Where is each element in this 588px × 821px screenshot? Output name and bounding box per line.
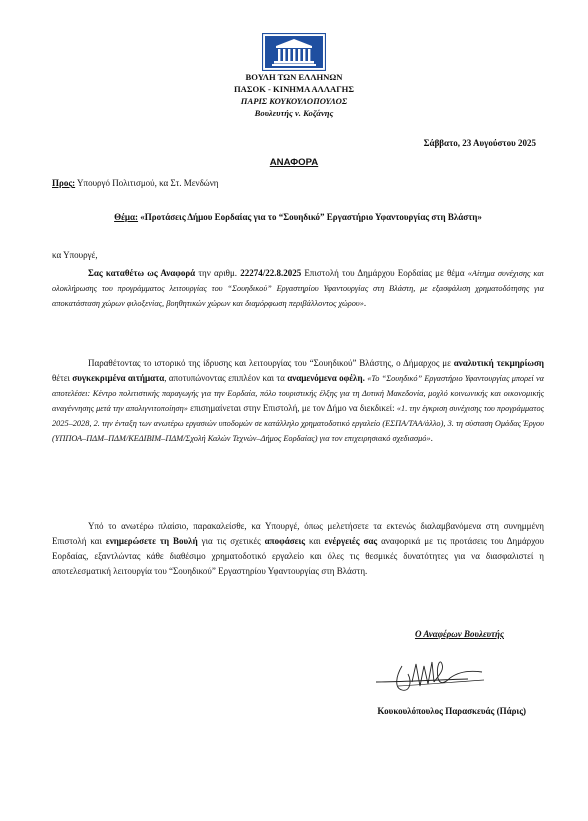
p1-text-1: την αριθμ. — [195, 268, 241, 278]
p2-bold-1: αναλυτική τεκμηρίωση — [453, 358, 544, 368]
recipient-label: Προς: — [52, 178, 76, 188]
p2-text-5: επισημαίνεται στην Επιστολή, με τον Δήμο να διεκδικεί: — [187, 403, 397, 413]
p1-italic-1: «Αίτημα συνέχισης και ολοκλήρωσης του προγράμματος λειτουργίας του “Σουηδικού” Εργαστηρίου Υφαντουργίας στη Βλάστη, με εξασφάλιση χρηματοδότησης για αποκατάσταση χώρων φιλοξενίας, βοηθητικών χώρων και διαμόρφωση περιβάλλοντος χώρου» — [52, 269, 544, 308]
subject-label: Θέμα: — [114, 212, 139, 222]
subject-line — [52, 212, 544, 222]
handwritten-signature — [372, 652, 498, 694]
paragraph-1 — [52, 266, 544, 311]
subject-text: «Προτάσεις Δήμου Εορδαίας για το “Σουηδικό” Εργαστήριο Υφαντουργίας στη Βλάστη» — [138, 212, 482, 222]
signer-name: Κουκουλόπουλος Παρασκευάς (Πάρις) — [377, 706, 526, 716]
mp-role: Βουλευτής ν. Κοζάνης — [254, 108, 334, 118]
signer-label: Ο Αναφέρων Βουλευτής — [414, 629, 504, 639]
p1-bold-2: 22274/22.8.2025 — [240, 268, 302, 278]
letterhead — [0, 71, 588, 119]
p2-bold-3: αναμενόμενα οφέλη. — [287, 373, 365, 383]
p3-bold-1: ενημερώσετε τη Βουλή — [105, 536, 198, 546]
p2-text-1: Παραθέτοντας το ιστορικό της ίδρυσης και λειτουργίας του “Σουηδικού” Βλάστης, ο Δήμαρχος με — [88, 358, 454, 368]
recipient-line — [52, 178, 219, 188]
p2-italic-2: «1. την έγκριση συνέχισης του προγράμματος 2025–2028, 2. την ένταξη των ανωτέρω εργασιών υποδομών σε κατάλληλο χρηματοδοτικό εργαλείο (ΕΣΠΑ/ΤΑΑ/άλλο), 3. τη σύσταση Ομάδας Έργου (ΥΠΠΟΑ–ΠΔΜ–ΠΔΜ/ΚΕΔΙΒΙΜ–ΠΔΜ/Σχολή Καλών Τεχνών–Δήμος Εορδαίας) για τον επιχειρησιακό σχεδιασμό» — [52, 404, 544, 443]
p3-text-1: Υπό το ανωτέρω πλαίσιο, παρακαλείσθε, κα Υπουργέ, όπως μελετήσετε τα εκτενώς διαλαμβανόμενα στη συνημμένη Επιστολή και — [52, 521, 544, 546]
p3-bold-2: αποφάσεις — [264, 536, 306, 546]
p3-text-2: για τις σχετικές — [197, 536, 265, 546]
party-name: ΠΑΣΟΚ - ΚΙΝΗΜΑ ΑΛΛΑΓΗΣ — [234, 84, 354, 94]
p1-text-3: . — [363, 298, 367, 308]
p3-text-3: και — [305, 536, 325, 546]
p2-bold-2: συγκεκριμένα αιτήματα — [72, 373, 165, 383]
p1-text-2: Επιστολή του Δημάρχου Εορδαίας με θέμα — [301, 268, 468, 278]
parliament-emblem-icon — [262, 33, 326, 71]
mp-name: ΠΑΡΙΣ ΚΟΥΚΟΥΛΟΠΟΥΛΟΣ — [240, 96, 348, 106]
document-title: ΑΝΑΦΟΡΑ — [269, 157, 319, 168]
p2-italic-1: «Το “Σουηδικό” Εργαστήριο Υφαντουργίας μπορεί να αποτελέσει: Κέντρο πολιτιστικής παραγωγής για την Εορδαία, πόλο τουριστικής έλξης για τη Δυτική Μακεδονία, μοχλό κοινωνικής και οικονομικής αναγέννησης μετά την απολιγνιτοποίηση» — [52, 374, 544, 413]
parliament-name: ΒΟΥΛΗ ΤΩΝ ΕΛΛΗΝΩΝ — [245, 72, 343, 82]
document-date: Σάββατο, 23 Αυγούστου 2025 — [423, 138, 536, 148]
p2-text-3: , αποτυπώνοντας επιπλέον και τα — [164, 373, 288, 383]
p3-text-4: αναφορικά με τις προτάσεις του Δημάρχου Εορδαίας, εξαντλώντας κάθε διαθέσιμο χρηματοδοτικό εργαλείο και όλες τις θεσμικές δυνατότητες για να διασφαλιστεί η αποτελεσματική λειτουργία του “Σουηδικού” Εργαστηρίου Υφαντουργίας στη Βλάστη. — [52, 536, 545, 576]
p2-text-2: θέτει — [52, 373, 73, 383]
p2-text-6: . — [430, 433, 433, 443]
paragraph-3 — [52, 519, 544, 579]
p3-bold-3: ενέργειές σας — [324, 536, 378, 546]
p1-bold-1: Σας καταθέτω ως Αναφορά — [88, 268, 196, 278]
recipient-text: Υπουργό Πολιτισμού, κα Στ. Μενδώνη — [75, 178, 219, 188]
greeting: κα Υπουργέ, — [52, 250, 98, 260]
paragraph-2 — [52, 356, 544, 446]
